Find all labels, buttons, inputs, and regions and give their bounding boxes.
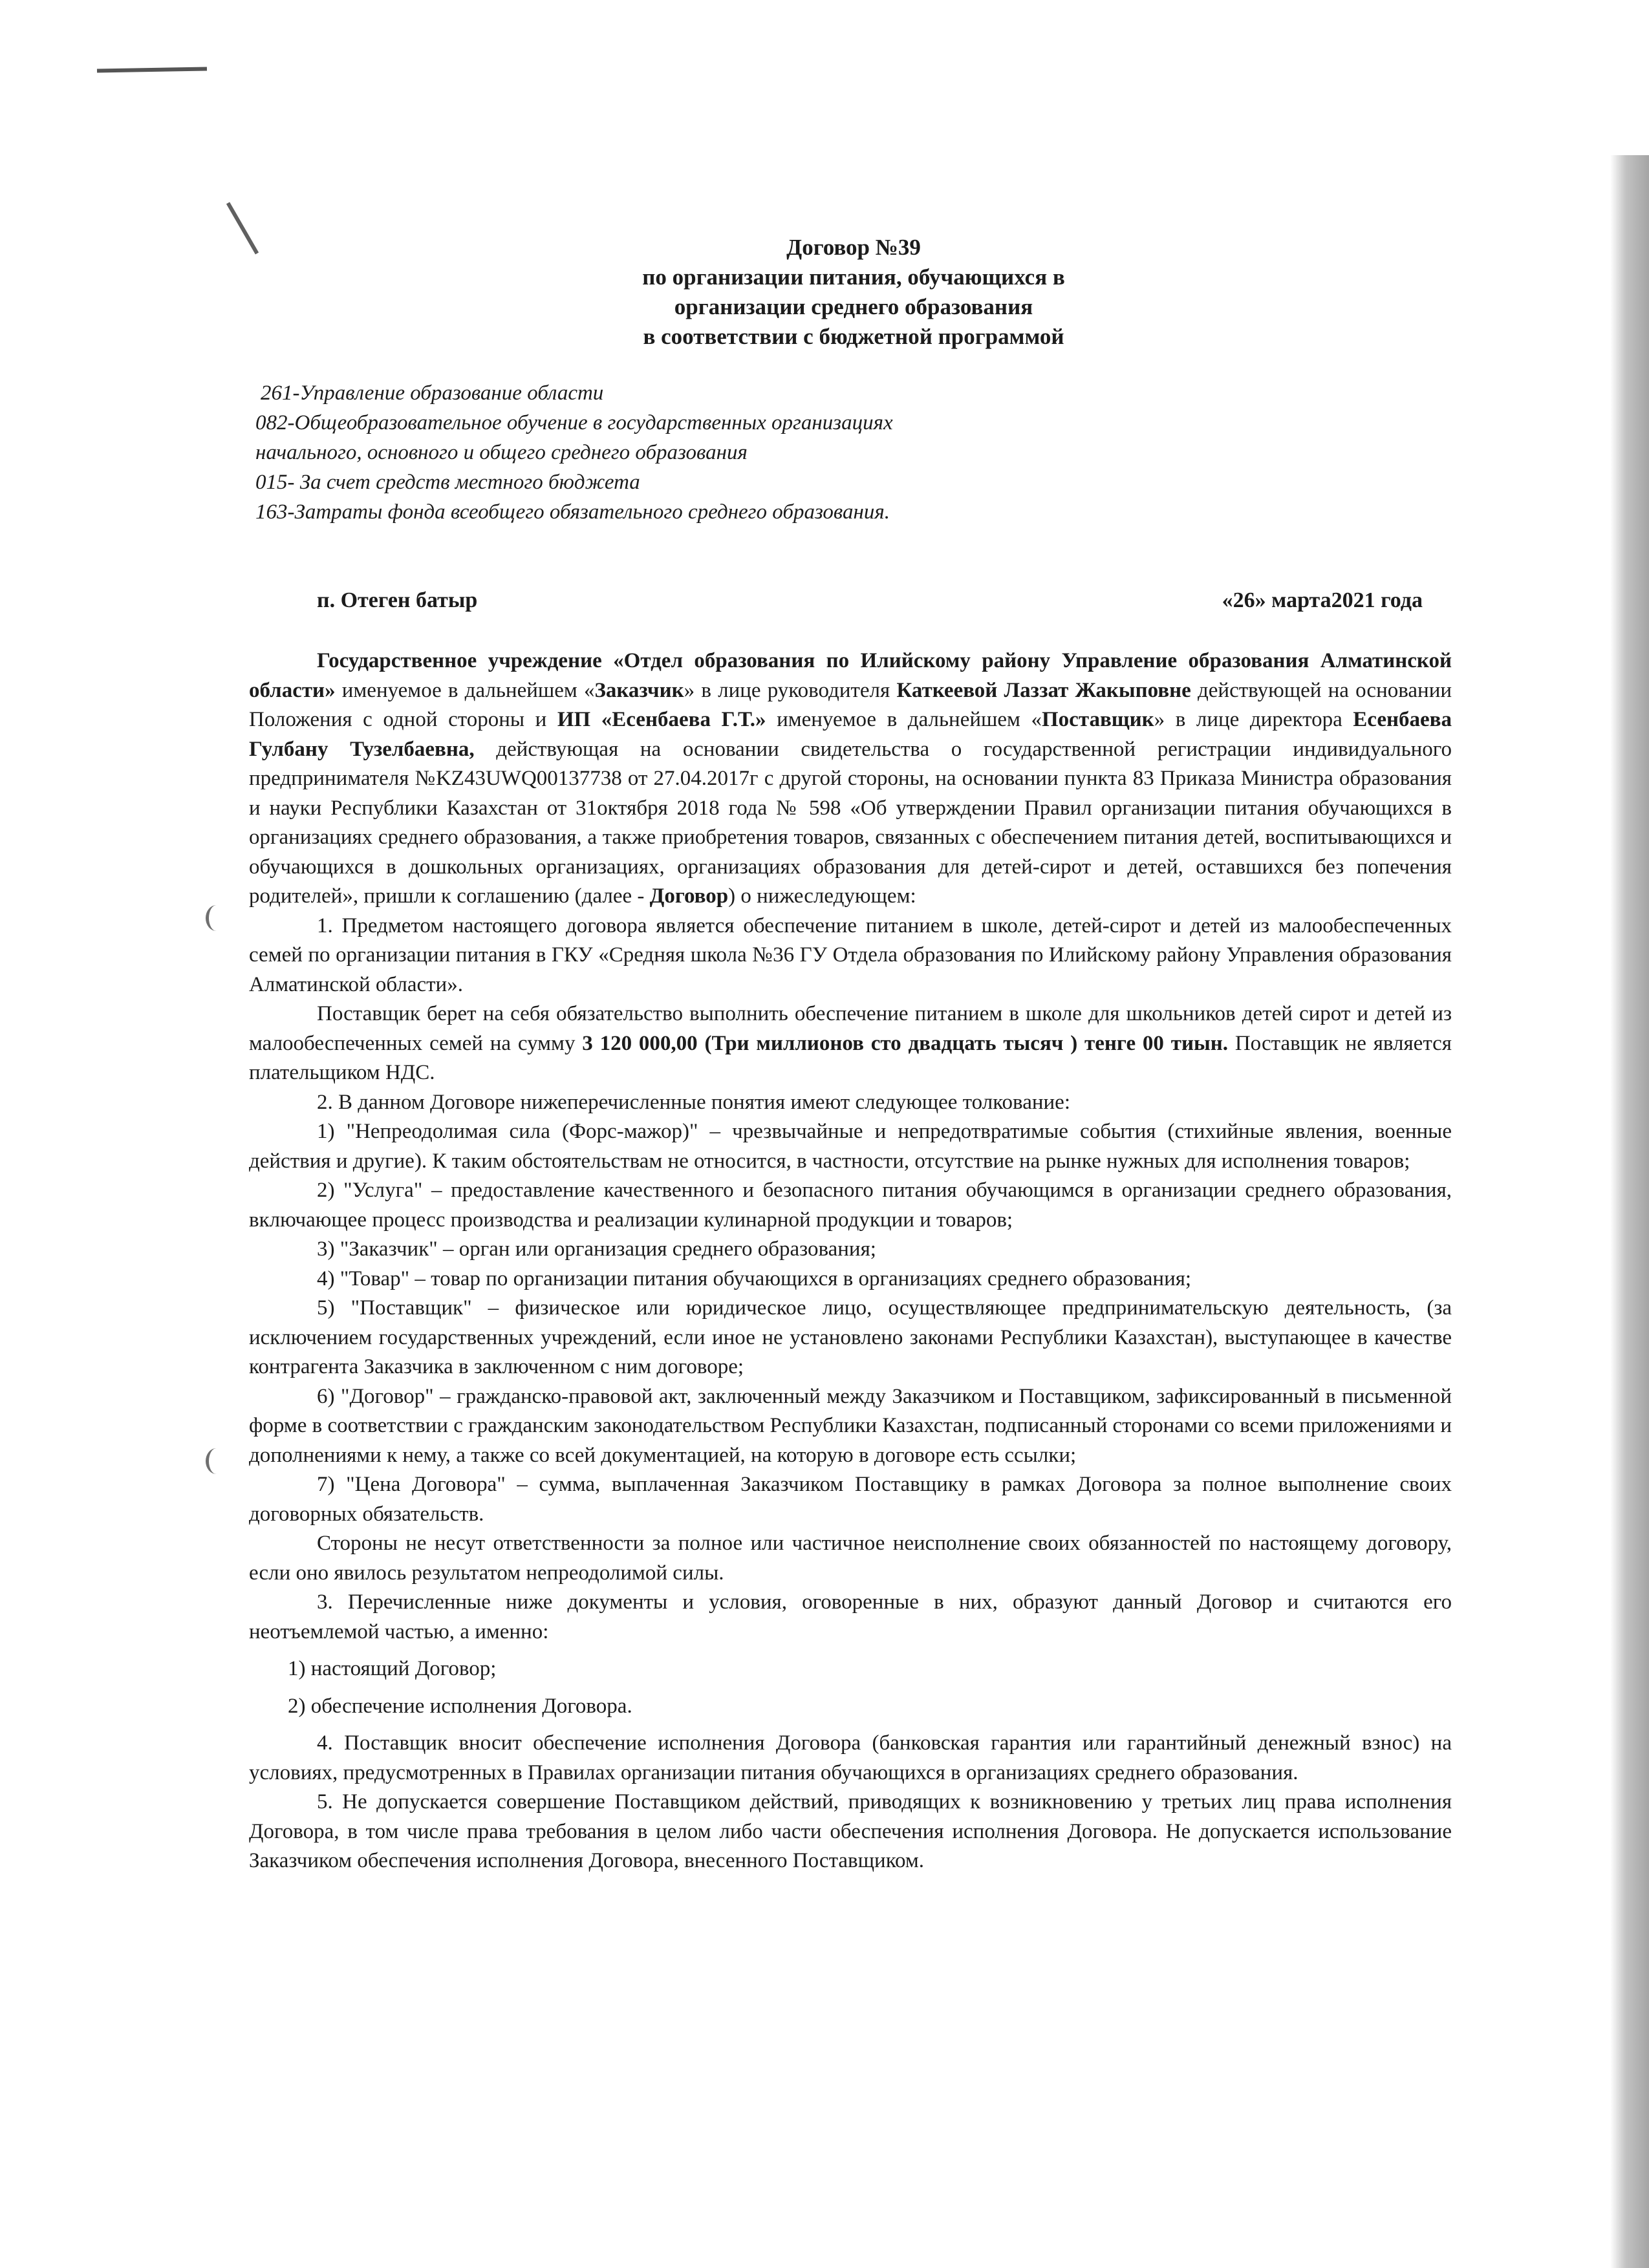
definition-item: 2) "Услуга" – предоставление качественного и безопасного питания обучающимся в организации среднего образования, включающее процесс производства и реализации кулинарной продукции и товаров; bbox=[249, 1179, 1452, 1232]
budget-line: 163-Затраты фонда всеобщего обязательного среднего образования. bbox=[255, 500, 890, 524]
scan-artifact bbox=[226, 202, 259, 255]
document-list-item: 2) обеспечение исполнения Договора. bbox=[288, 1694, 632, 1718]
preamble-text: именуемое в дальнейшем « bbox=[766, 708, 1042, 731]
clause-paragraph: 5. Не допускается совершение Поставщиком действий, приводящих к возникновению у третьих лиц права исполнения Договора, в том числе права требования в целом либо части обеспечения исполнения Договора. Не допускается использование Заказчиком обеспечения исполнения Договора, внесенного Поставщиком. bbox=[249, 1790, 1452, 1872]
title-line: по организации питания, обучающихся в bbox=[642, 264, 1065, 290]
title-line: Договор №39 bbox=[786, 235, 921, 260]
clause-text: Поставщик берет на себя обязательство выполнить обеспечение питанием в школе для школьников детей сирот и детей из малообеспеченных семей на сумму bbox=[249, 1002, 1452, 1055]
clause-text: Поставщик не является плательщиком НДС. bbox=[249, 1031, 1452, 1084]
preamble-bold: ИП «Есенбаева Г.Т.» bbox=[557, 708, 766, 731]
budget-line: 015- За счет средств местного бюджета bbox=[255, 471, 640, 494]
clause-paragraph bbox=[249, 1000, 1452, 1088]
preamble-bold: Договор bbox=[649, 884, 729, 908]
contract-date: «26» марта2021 года bbox=[1222, 588, 1423, 612]
contract-body bbox=[249, 647, 1452, 1876]
preamble-text: ) о нижеследующем: bbox=[728, 884, 916, 908]
contract-amount: 3 120 000,00 (Три миллионов сто двадцать тысяч ) тенге 00 тиын. bbox=[582, 1031, 1228, 1055]
scan-artifact bbox=[97, 67, 207, 73]
preamble-text: » в лице руководителя bbox=[684, 678, 897, 702]
preamble-bold: Есенбаева Гулбану Тузелбаевна, bbox=[249, 708, 1452, 761]
budget-program-block bbox=[255, 378, 1355, 527]
clause-paragraph: 1. Предметом настоящего договора является обеспечение питанием в школе, детей-сирот и детей из малообеспеченных семей по организации питания в ГКУ «Средняя школа №36 ГУ Отдела образования по Илийскому району Управления образования Алматинской области». bbox=[249, 914, 1452, 996]
preamble-bold: Государственное учреждение «Отдел образования по Илийскому району Управление образования Алматинской области» bbox=[249, 649, 1452, 702]
definition-item: 3) "Заказчик" – орган или организация среднего образования; bbox=[317, 1237, 876, 1261]
definition-item: 5) "Поставщик" – физическое или юридическое лицо, осуществляющее предпринимательскую деятельность, (за исключением государственных учреждений, если иное не установлено законами Республики Казахстан), выступающее в качестве контрагента Заказчика в заключенном с ним договоре; bbox=[249, 1296, 1452, 1378]
scan-artifact bbox=[206, 905, 227, 931]
definition-item: 1) "Непреодолимая сила (Форс-мажор)" – чрезвычайные и непредотвратимые события (стихийные явления, военные действия и другие). К таким обстоятельствам не относится, в частности, отсутствие на рынке нужных для исполнения товаров; bbox=[249, 1120, 1452, 1173]
preamble-bold: Заказчик bbox=[594, 678, 684, 702]
preamble-text: действующей на основании Положения с одной стороны и bbox=[249, 678, 1452, 731]
clause-paragraph: 3. Перечисленные ниже документы и условия, оговоренные в них, образуют данный Договор и считаются его неотъемлемой частью, а именно: bbox=[249, 1590, 1452, 1643]
preamble-bold: Поставщик bbox=[1042, 708, 1154, 731]
document-list-item: 1) настоящий Договор; bbox=[288, 1657, 497, 1680]
budget-line: 261-Управление образование области bbox=[261, 381, 604, 405]
title-line: организации среднего образования bbox=[674, 294, 1033, 319]
preamble-bold: Каткеевой Лаззат Жакыповне bbox=[896, 678, 1191, 702]
definition-item: 6) "Договор" – гражданско-правовой акт, заключенный между Заказчиком и Поставщиком, зафиксированный в письменной форме в соответствии с гражданским законодательством Республики Казахстан, подписанный сторонами со всеми приложениями и дополнениями к нему, а также со всей документацией, на которую в договоре есть ссылки; bbox=[249, 1384, 1452, 1467]
definition-item: 7) "Цена Договора" – сумма, выплаченная Заказчиком Поставщику в рамках Договора за полное выполнение своих договорных обязательств. bbox=[249, 1473, 1452, 1526]
clause-paragraph: 2. В данном Договоре нижеперечисленные понятия имеют следующее толкование: bbox=[317, 1090, 1070, 1114]
budget-line: начального, основного и общего среднего образования bbox=[255, 441, 748, 464]
scan-artifact bbox=[206, 1448, 227, 1474]
clause-paragraph: Стороны не несут ответственности за полное или частичное неисполнение своих обязанностей по настоящему договору, если оно явилось результатом непреодолимой силы. bbox=[249, 1532, 1452, 1585]
preamble-text: действующая на основании свидетельства о государственной регистрации индивидуального предпринимателя №KZ43UWQ00137738 от 27.04.2017г с другой стороны, на основании пункта 83 Приказа Министра образования и науки Республики Казахстан от 31октября 2018 года № 598 «Об утверждении Правил организации питания обучающихся в организациях среднего образования, а также приобретения товаров, связанных с обеспечением питания детей, воспитывающихся и обучающихся в дошкольных организациях, организациях образования для детей-сирот и детей, оставшихся без попечения родителей», пришли к соглашению (далее - bbox=[249, 737, 1452, 908]
title-line: в соответствии с бюджетной программой bbox=[643, 324, 1064, 349]
budget-line: 082-Общеобразовательное обучение в государственных организациях bbox=[255, 411, 893, 434]
definition-item: 4) "Товар" – товар по организации питания обучающихся в организациях среднего образования; bbox=[317, 1267, 1192, 1290]
document-title bbox=[466, 233, 1242, 352]
contract-place: п. Отеген батыр bbox=[317, 588, 478, 612]
place-date-row bbox=[317, 588, 1423, 618]
preamble-text: именуемое в дальнейшем « bbox=[335, 678, 595, 702]
clause-paragraph: 4. Поставщик вносит обеспечение исполнения Договора (банковская гарантия или гарантийный денежный взнос) на условиях, предусмотренных в Правилах организации питания обучающихся в организациях среднего образования. bbox=[249, 1731, 1452, 1784]
preamble-text: » в лице директора bbox=[1154, 708, 1353, 731]
scan-shadow-edge bbox=[1610, 155, 1649, 2268]
preamble-paragraph bbox=[249, 647, 1452, 912]
